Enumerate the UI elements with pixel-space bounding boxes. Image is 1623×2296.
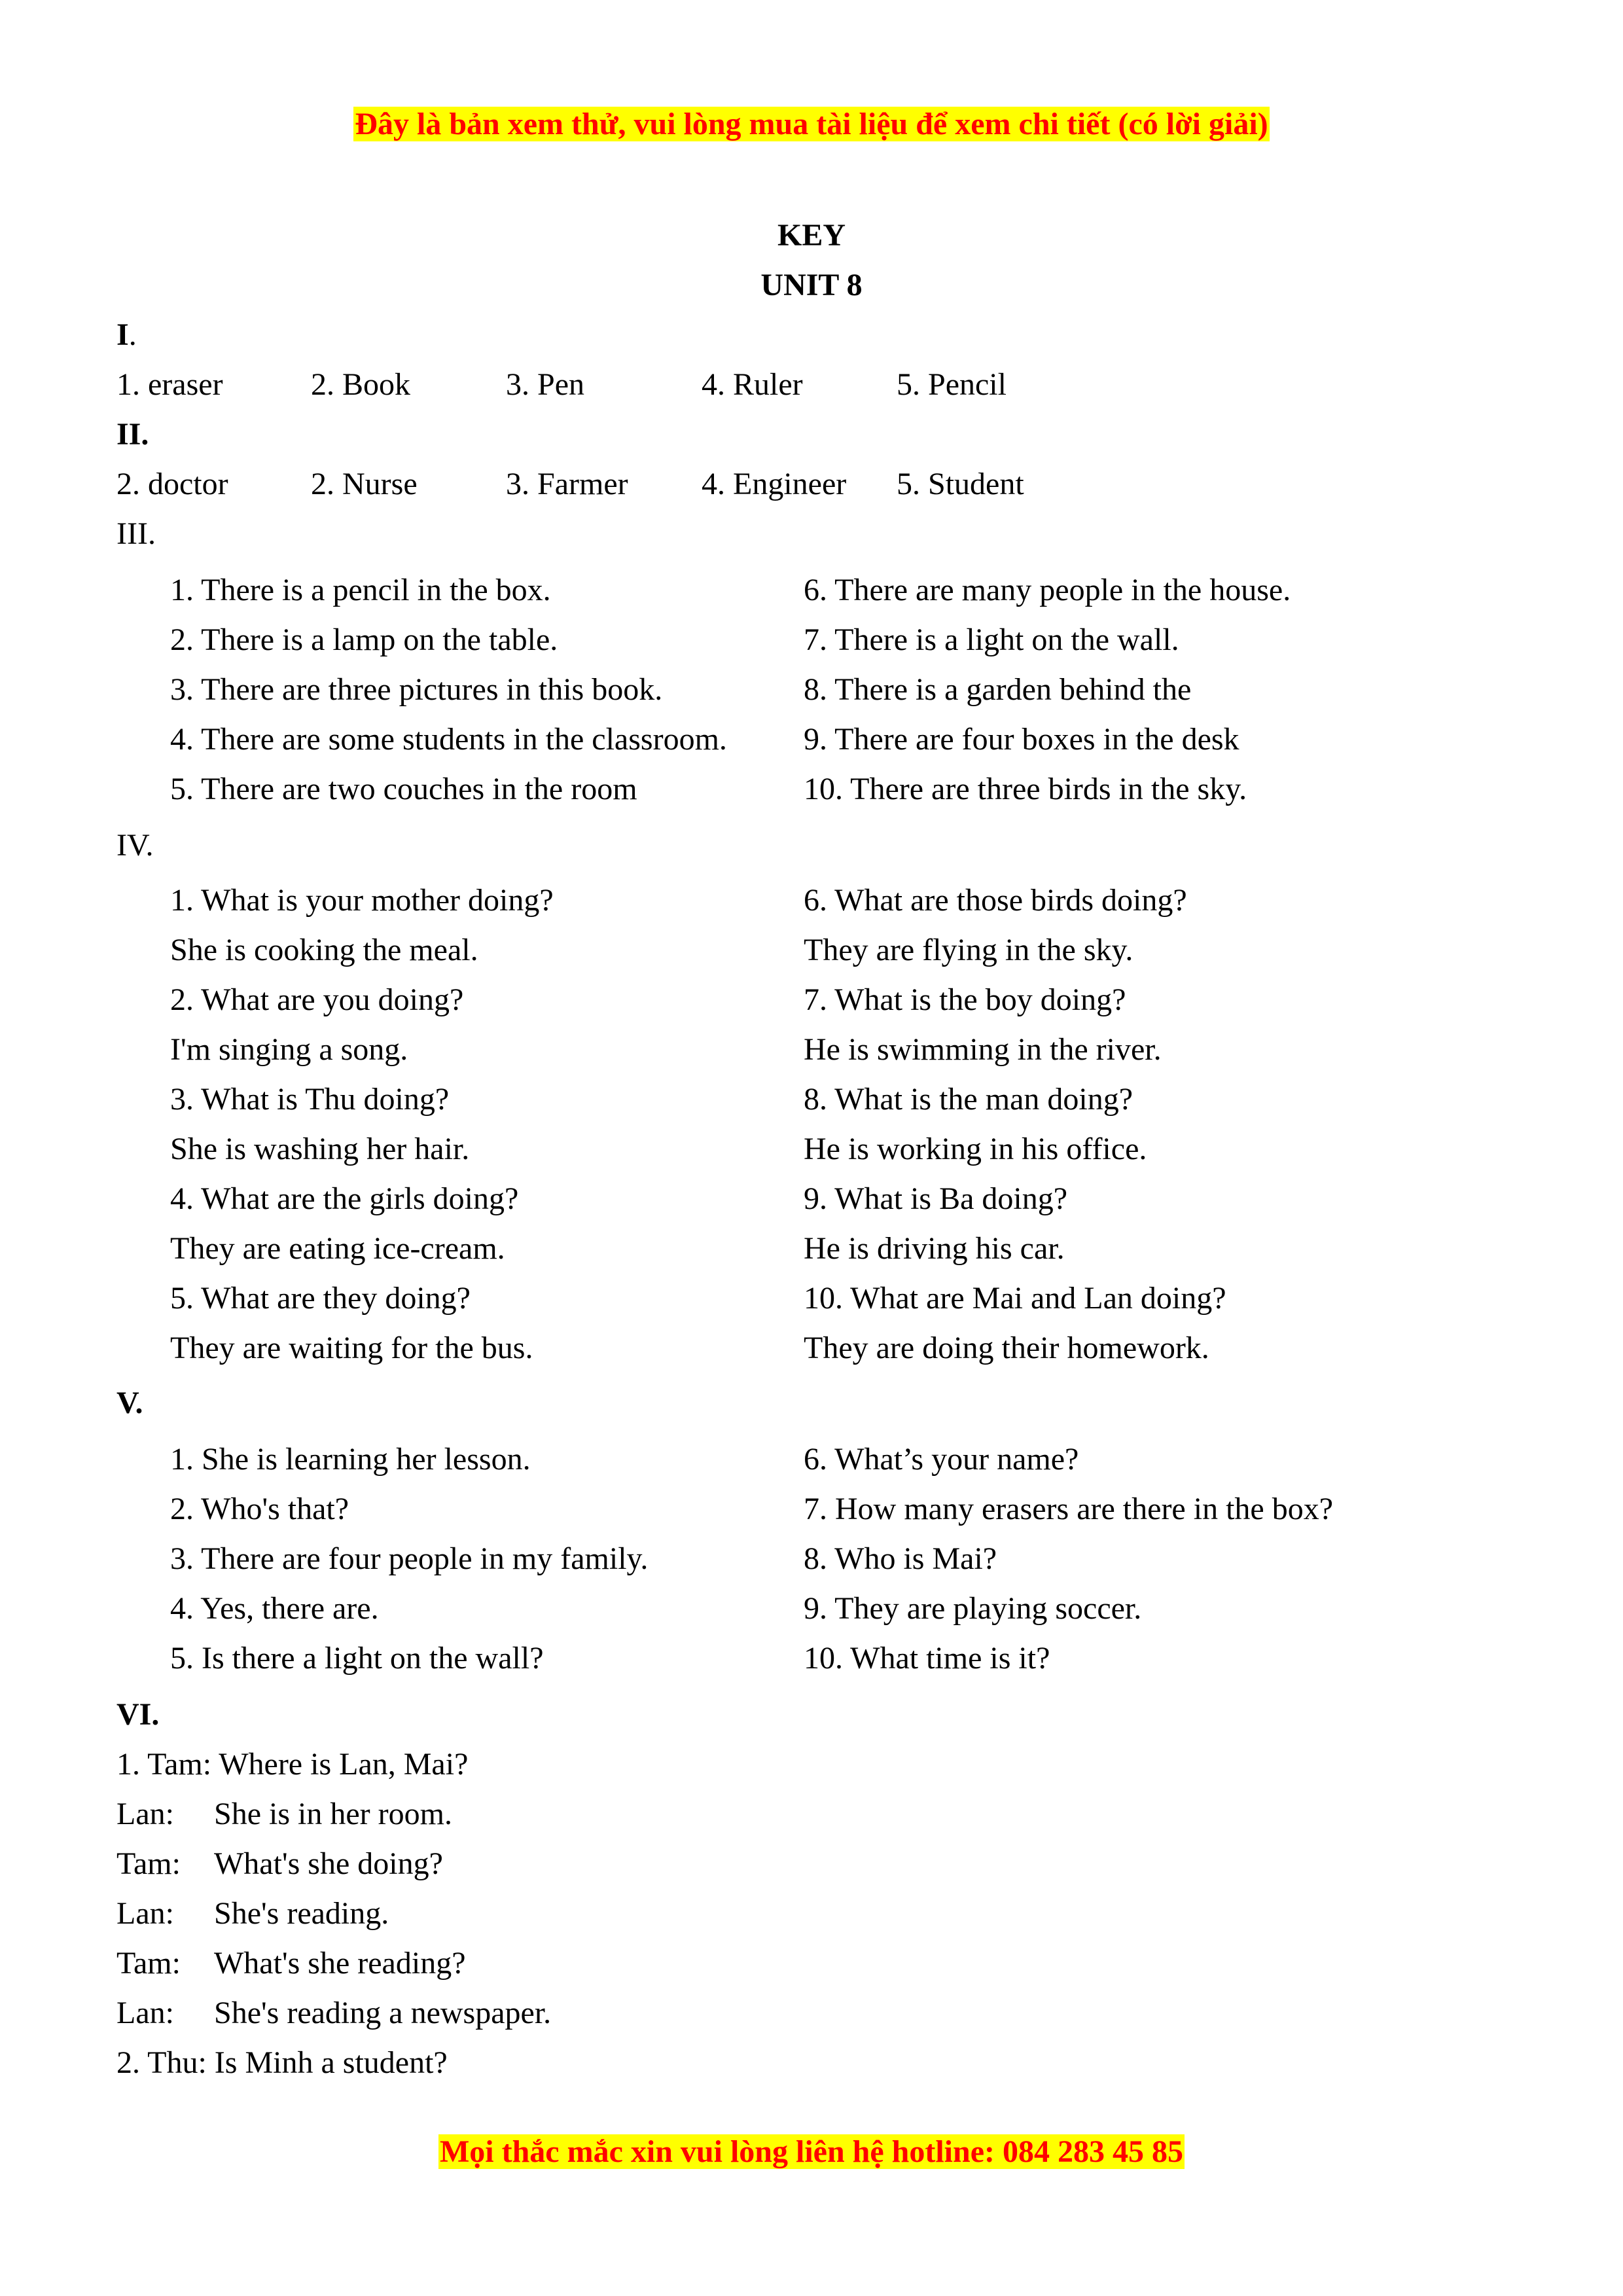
section-6-heading: VI. [116, 1697, 160, 1732]
section-5-item: 10. What time is it? [804, 1641, 1050, 1676]
section-4-question: 7. What is the boy doing? [804, 982, 1126, 1017]
section-3-item: 8. There is a garden behind the [804, 672, 1192, 707]
dialogue-speaker: Tam: [116, 1846, 181, 1881]
dialogue-1-intro: 1. Tam: Where is Lan, Mai? [116, 1747, 469, 1782]
section-5-item: 9. They are playing soccer. [804, 1591, 1142, 1626]
dialogue-speaker: Lan: [116, 1797, 174, 1831]
section-4-answer: They are waiting for the bus. [170, 1331, 533, 1365]
section-5-item: 4. Yes, there are. [170, 1591, 379, 1626]
section-4-question: 8. What is the man doing? [804, 1082, 1133, 1117]
section-4-answer: I'm singing a song. [170, 1032, 408, 1067]
section-5-heading: V. [116, 1386, 143, 1420]
section-4-heading: IV. [116, 828, 154, 863]
section-1-heading [116, 315, 137, 355]
section-5-item: 7. How many erasers are there in the box? [804, 1492, 1334, 1526]
section-2-item: 2. Nurse [311, 467, 418, 501]
dialogue-2-intro: 2. Thu: Is Minh a student? [116, 2045, 448, 2080]
section-1-item: 3. Pen [506, 367, 584, 402]
section-5-item: 6. What’s your name? [804, 1442, 1079, 1477]
section-4-answer: They are flying in the sky. [804, 933, 1133, 967]
section-4-question: 4. What are the girls doing? [170, 1181, 519, 1216]
section-5-item: 3. There are four people in my family. [170, 1541, 649, 1576]
section-1-item: 2. Book [311, 367, 411, 402]
section-5-item: 8. Who is Mai? [804, 1541, 997, 1576]
section-3-item: 1. There is a pencil in the box. [170, 573, 551, 607]
document-title: KEY [777, 218, 846, 253]
section-2-heading: II. [116, 417, 149, 452]
section-4-answer: He is driving his car. [804, 1231, 1065, 1266]
dialogue-line: She's reading. [214, 1896, 389, 1931]
dialogue-speaker: Lan: [116, 1896, 174, 1931]
section-1-item: 5. Pencil [897, 367, 1007, 402]
section-3-item: 2. There is a lamp on the table. [170, 622, 558, 657]
section-5-item: 1. She is learning her lesson. [170, 1442, 531, 1477]
section-4-answer: They are doing their homework. [804, 1331, 1209, 1365]
section-3-item: 9. There are four boxes in the desk [804, 722, 1240, 757]
section-4-answer: She is washing her hair. [170, 1132, 470, 1166]
section-1-numeral: I [116, 317, 129, 352]
section-3-item: 7. There is a light on the wall. [804, 622, 1179, 657]
preview-notice-banner [0, 105, 1623, 144]
section-4-question: 2. What are you doing? [170, 982, 464, 1017]
dialogue-line: What's she doing? [214, 1846, 443, 1881]
section-5-item: 5. Is there a light on the wall? [170, 1641, 544, 1676]
section-4-question: 6. What are those birds doing? [804, 883, 1187, 918]
dialogue-line: She is in her room. [214, 1797, 452, 1831]
section-2-item: 2. doctor [116, 467, 228, 501]
section-2-item: 4. Engineer [702, 467, 847, 501]
dialogue-speaker: Lan: [116, 1996, 174, 2030]
section-4-answer: They are eating ice-cream. [170, 1231, 505, 1266]
section-4-question: 5. What are they doing? [170, 1281, 471, 1316]
section-1-item: 4. Ruler [702, 367, 803, 402]
section-4-answer: She is cooking the meal. [170, 933, 478, 967]
unit-title: UNIT 8 [760, 268, 863, 302]
section-3-item: 6. There are many people in the house. [804, 573, 1291, 607]
section-3-item: 10. There are three birds in the sky. [804, 772, 1247, 806]
dialogue-line: She's reading a newspaper. [214, 1996, 552, 2030]
section-2-item: 3. Farmer [506, 467, 628, 501]
section-3-item: 5. There are two couches in the room [170, 772, 637, 806]
section-1-item: 1. eraser [116, 367, 223, 402]
dialogue-speaker: Tam: [116, 1946, 181, 1981]
section-4-answer: He is working in his office. [804, 1132, 1147, 1166]
section-5-item: 2. Who's that? [170, 1492, 349, 1526]
section-4-question: 3. What is Thu doing? [170, 1082, 450, 1117]
section-3-item: 3. There are three pictures in this book. [170, 672, 663, 707]
section-4-answer: He is swimming in the river. [804, 1032, 1162, 1067]
section-1-dot: . [128, 317, 137, 352]
section-4-question: 9. What is Ba doing? [804, 1181, 1068, 1216]
section-3-heading: III. [116, 516, 156, 551]
preview-notice-text: Đây là bản xem thử, vui lòng mua tài liệu để xem chi tiết (có lời giải) [355, 107, 1268, 141]
section-2-item: 5. Student [897, 467, 1024, 501]
section-4-question: 10. What are Mai and Lan doing? [804, 1281, 1226, 1316]
section-3-item: 4. There are some students in the classroom. [170, 722, 727, 757]
hotline-banner [0, 2132, 1623, 2172]
hotline-text: Mọi thắc mắc xin vui lòng liên hệ hotline: 084 283 45 85 [439, 2134, 1183, 2169]
dialogue-line: What's she reading? [214, 1946, 466, 1981]
section-4-question: 1. What is your mother doing? [170, 883, 554, 918]
